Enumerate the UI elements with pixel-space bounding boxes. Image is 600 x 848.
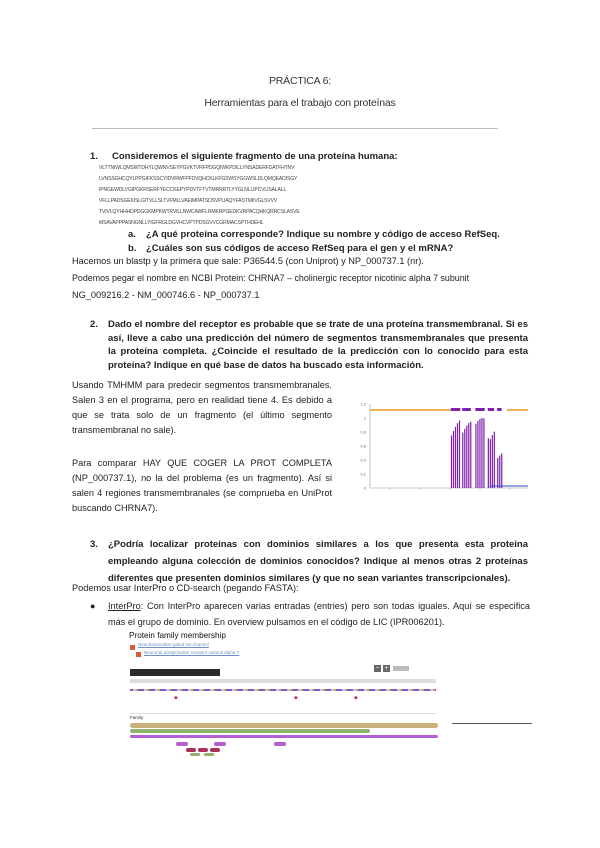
sequence-line: IPNGEWDLVGIPGKRSERFYECCKEPYPDVTFTVTMRRRTLYYGLNLLIPCVLISALALL — [99, 186, 287, 193]
answer-3-intro: Podemos usar InterPro o CD-search (pegando FASTA): — [72, 583, 299, 593]
tm-probability-bar — [497, 458, 498, 488]
tm-probability-bar — [457, 423, 458, 488]
sequence-stripe — [130, 689, 436, 691]
page-subtitle: Herramientas para el trabajo con proteínas — [204, 97, 396, 109]
title-divider — [92, 128, 498, 129]
zoom-in-icon[interactable]: + — [384, 665, 389, 672]
question-2-text: Dado el nombre del receptor es probable que se trate de una proteína transmembranal. Si es así, lleve a cabo una predicción del número de segmentos transmembranales que presenta la proteína completa. ¿Coincide el resultado de la predicción con lo conocido para esta proteína? Indique en qué base de datos ha buscado esta información. — [108, 319, 528, 371]
sequence-line: VFLLPADSGEKISLGITVLLSLTVFMLLVAEIMPATSDSVPLIAQYFASTMIIVGLSVVV — [99, 197, 278, 204]
zoom-out-icon[interactable]: − — [375, 665, 380, 672]
domain-bar[interactable] — [130, 729, 370, 733]
question-3 — [90, 536, 528, 587]
family-section-label: Family — [130, 715, 144, 720]
question-1b — [128, 242, 454, 256]
domain-pill[interactable] — [274, 742, 286, 746]
protein-sequence — [99, 163, 300, 228]
domain-pill[interactable] — [214, 742, 226, 746]
question-1-number: 1. — [90, 151, 98, 162]
domain-pill[interactable] — [176, 742, 188, 746]
tm-probability-bar — [455, 427, 456, 488]
family-entry-2[interactable]: Neuronal acetylcholine receptor subunit alpha-7 — [144, 650, 240, 655]
question-1-text: Consideremos el siguiente fragmento de una proteína humana: — [112, 151, 398, 162]
question-3-number: 3. — [90, 539, 98, 550]
y-tick-label: 0.8 — [360, 429, 366, 435]
answer-3-bullet — [90, 599, 530, 630]
tm-probability-bar — [464, 429, 465, 488]
tm-segment-marker — [462, 408, 471, 411]
site-bar[interactable] — [130, 735, 438, 738]
view-options-button[interactable] — [393, 666, 409, 671]
family-bar[interactable] — [130, 723, 438, 728]
question-1a-label: a. — [128, 229, 136, 240]
y-tick-label: 0 — [363, 485, 366, 491]
tm-probability-bar — [488, 438, 489, 488]
question-2 — [90, 318, 528, 372]
answer-1-line-1: Hacemos un blastp y la primera que sale: P36544.5 (con Uniprot) y NP_000737.1 (nr). — [72, 256, 424, 266]
tm-segment-marker — [488, 408, 494, 411]
protein-family-heading: Protein family membership — [129, 631, 226, 640]
y-tick-label: 1.2 — [360, 401, 366, 407]
bullet-icon: ● — [90, 601, 96, 611]
tm-probability-bar — [499, 456, 500, 488]
family-entry-icon — [130, 645, 135, 650]
tm-probability-bar — [451, 435, 452, 488]
sequence-line: LVNSSGHCQYLPPGIFKSSCYIDVRWFPFDVQHCKLKFGSWSYGGWSLDLQMQEADISGY — [99, 175, 298, 182]
tm-probability-bar — [470, 422, 471, 488]
answer-2-paragraph-1: Usando TMHMM para predecir segmentos transmembranales. Salen 3 en el programa, pero en realidad tiene 4. Es debido a que se trata solo de un fragmento (el último segmento transmembranal no sale). — [72, 380, 332, 435]
tm-probability-bar — [453, 431, 454, 488]
tm-probability-bar — [477, 421, 478, 488]
answer-2-paragraph-2: Para comparar HAY QUE COGER LA PROT COMPLETA (NP_000737.1), no la del problema (es un fragmento). Así si salen 4 regiones transmembranales (se comprueba en UniProt buscando CHRNA7). — [72, 458, 332, 513]
tm-probability-bar — [475, 424, 476, 488]
interpro-link[interactable]: InterPro — [108, 601, 141, 611]
tm-probability-bar — [483, 418, 484, 488]
y-tick-label: 0.6 — [360, 443, 366, 449]
tm-probability-bar — [494, 432, 495, 488]
sequence-line: VLTTNIWLQMSWTDHYLQWNVSEYPGVKTVRFPDGQIWKPDILLYNSADERFDATFHTNV — [99, 165, 295, 171]
question-1 — [90, 150, 512, 164]
domain-pill[interactable] — [198, 748, 208, 752]
site-marker-icon: ◆ — [174, 695, 178, 701]
tm-probability-bar — [481, 418, 482, 488]
ruler-bar — [130, 679, 436, 683]
sequence-line: MSAVAPPPASNGNLLYIGFRGLDGVHCVPTPDSGVVCGRMACSPTHDEHL — [99, 219, 264, 226]
sequence-line: TVIVLQYHHHDPDGGKMPKWTRVILLNWCAWFLRMKRPGEDKVRPACQHKQRRCSLASVE — [99, 208, 300, 215]
domain-pill[interactable] — [190, 753, 200, 756]
domain-pill[interactable] — [204, 753, 214, 756]
tm-segment-marker — [451, 408, 460, 411]
tm-probability-bar — [479, 419, 480, 488]
y-tick-label: 1 — [363, 415, 366, 421]
y-tick-label: 0.4 — [360, 457, 366, 463]
y-tick-label: 0.2 — [360, 471, 366, 477]
tm-probability-bar — [462, 433, 463, 488]
tm-probability-bar — [468, 423, 469, 488]
tm-probability-bar — [459, 420, 460, 488]
family-entry-icon — [136, 652, 141, 657]
site-marker-icon: ◆ — [354, 695, 358, 701]
question-1a-text: ¿A qué proteína corresponde? Indique su nombre y código de acceso RefSeq. — [146, 229, 500, 240]
tm-probability-bar — [490, 439, 491, 488]
tm-segment-marker — [497, 408, 502, 411]
family-entry-1[interactable]: Neurotransmitter-gated ion-channel — [138, 642, 209, 647]
page-title: PRÁCTICA 6: — [269, 75, 331, 87]
features-divider — [130, 713, 436, 714]
domain-pill[interactable] — [186, 748, 196, 752]
tm-segment-marker — [475, 408, 484, 411]
site-marker-icon: ◆ — [294, 695, 298, 701]
tm-probability-bar — [501, 453, 502, 488]
question-1a — [128, 228, 500, 242]
tm-probability-bar — [466, 426, 467, 488]
redacted-bar — [130, 669, 220, 676]
tm-probability-bar — [492, 435, 493, 488]
answer-1-line-3: NG_009216.2 - NM_000746.6 - NP_000737.1 — [72, 290, 260, 300]
answer-1-line-2: Podemos pegar el nombre en NCBI Protein: CHRNA7 – cholinergic receptor nicotinic alpha 7 subunit — [72, 273, 470, 283]
tmhmm-chart — [340, 396, 530, 496]
domain-pill[interactable] — [210, 748, 220, 752]
question-3-text: ¿Podría localizar proteínas con dominios similares a los que presenta esta proteína empleando alguna colección de dominios conocidos? Indique al menos otras 2 proteínas diferentes que presenten dominios similares (y que no sean variantes transcripcionales). — [108, 539, 528, 584]
annotation-line — [452, 723, 532, 724]
question-1b-text: ¿Cuáles son sus códigos de acceso RefSeq para el gen y el mRNA? — [146, 243, 454, 254]
question-2-number: 2. — [90, 319, 98, 330]
answer-3-bullet-text: : Con InterPro aparecen varias entradas (entries) pero son todas iguales. Aquí se especifica más el grupo de dominio. En overview pulsamos en el código de LIC (IPR006201). — [108, 601, 530, 627]
interpro-screenshot — [124, 631, 444, 756]
question-1b-label: b. — [128, 243, 137, 254]
